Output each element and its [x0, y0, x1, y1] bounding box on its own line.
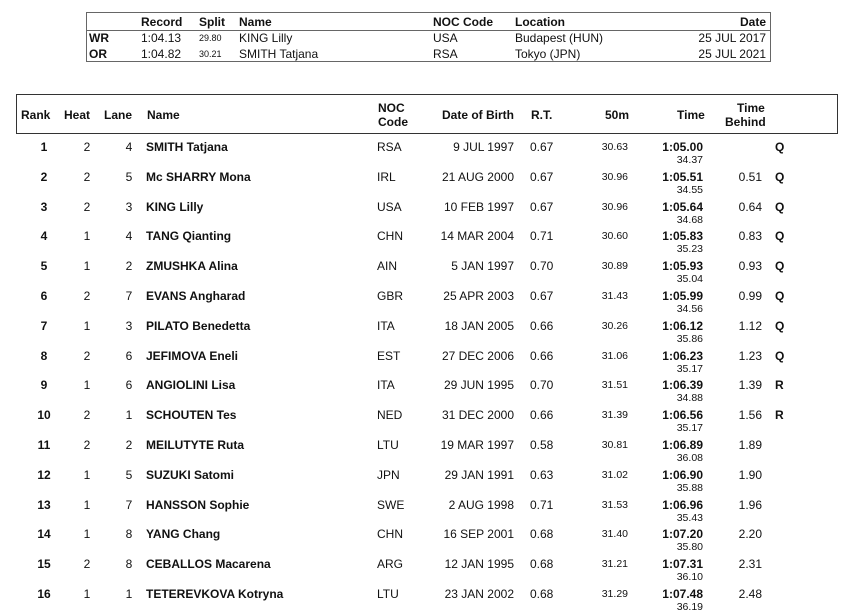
qualification-mark: R: [775, 408, 784, 423]
final-time: 1:06.56: [662, 408, 703, 423]
split-second-50: 36.19: [676, 601, 703, 613]
final-time: 1:06.39: [662, 378, 703, 393]
table-row: [16, 465, 838, 495]
athlete-name: SMITH Tatjana: [146, 140, 228, 154]
heat-cell: 1: [83, 259, 91, 274]
final-time: 1:06.96: [662, 497, 703, 512]
table-row: [16, 495, 838, 525]
time-behind: 2.31: [738, 557, 762, 572]
record-split: 30.21: [199, 49, 222, 59]
split-50m: 30.26: [601, 319, 628, 332]
split-second-50: 35.04: [676, 273, 703, 286]
header-noc-line2: Code: [378, 115, 408, 129]
header-rt: R.T.: [531, 108, 553, 122]
noc-code: CHN: [377, 229, 403, 244]
reaction-time: 0.67: [530, 140, 554, 154]
noc-code: SWE: [377, 497, 405, 512]
heat-cell: 1: [83, 318, 91, 333]
split-50m: 30.63: [601, 141, 628, 153]
lane-cell: 1: [125, 587, 133, 601]
reaction-time: 0.67: [530, 169, 554, 184]
lane-cell: 3: [125, 199, 133, 214]
rank-cell: 6: [40, 289, 48, 303]
heat-cell: 2: [83, 289, 91, 303]
record-row-or: [87, 46, 770, 62]
records-header-row: [87, 14, 770, 30]
time-behind: 1.39: [738, 378, 762, 393]
split-50m: 30.96: [601, 170, 628, 183]
date-of-birth: 29 JUN 1995: [443, 378, 514, 393]
table-row: [16, 405, 838, 435]
split-50m: 31.43: [601, 290, 628, 302]
rank-cell: 12: [37, 467, 51, 482]
lane-cell: 2: [125, 259, 133, 274]
record-location: Budapest (HUN): [515, 31, 604, 45]
final-time: 1:06.89: [662, 438, 703, 452]
split-50m: 31.51: [601, 379, 628, 392]
qualification-mark: Q: [775, 259, 785, 274]
noc-code: CHN: [377, 527, 403, 542]
heat-cell: 2: [83, 140, 91, 154]
qualification-mark: Q: [775, 229, 785, 244]
record-location: Tokyo (JPN): [515, 47, 581, 61]
heat-cell: 1: [83, 527, 91, 542]
record-type: WR: [89, 31, 109, 45]
heat-cell: 1: [83, 467, 91, 482]
rank-cell: 10: [37, 408, 51, 423]
table-row: [16, 554, 838, 584]
final-time: 1:05.51: [662, 169, 703, 184]
table-row: [16, 375, 838, 405]
final-time: 1:06.23: [662, 348, 703, 363]
records-header-name: Name: [239, 15, 272, 29]
time-behind: 1.96: [738, 497, 762, 512]
table-row: [16, 435, 838, 465]
final-time: 1:06.12: [662, 318, 703, 333]
noc-code: ITA: [377, 318, 395, 333]
rank-cell: 4: [40, 229, 48, 244]
date-of-birth: 25 APR 2003: [443, 289, 514, 303]
final-time: 1:07.31: [662, 557, 703, 572]
rank-cell: 8: [40, 348, 48, 363]
split-50m: 31.29: [601, 588, 628, 600]
split-second-50: 35.43: [676, 511, 703, 524]
split-second-50: 34.37: [676, 154, 703, 166]
reaction-time: 0.66: [530, 408, 554, 423]
split-50m: 31.02: [601, 468, 628, 481]
qualification-mark: Q: [775, 199, 785, 214]
rank-cell: 9: [40, 378, 48, 393]
athlete-name: TANG Qianting: [146, 229, 232, 244]
split-50m: 31.39: [601, 409, 628, 422]
date-of-birth: 19 MAR 1997: [440, 438, 514, 452]
heat-cell: 2: [83, 438, 91, 452]
rank-cell: 14: [37, 527, 51, 542]
heat-cell: 1: [83, 497, 91, 512]
records-header-location: Location: [515, 15, 565, 29]
noc-code: RSA: [377, 140, 402, 154]
lane-cell: 5: [125, 169, 133, 184]
reaction-time: 0.67: [530, 289, 554, 303]
table-row: [16, 316, 838, 346]
split-50m: 30.81: [601, 439, 628, 451]
time-behind: 1.89: [738, 438, 762, 452]
header-time: Time: [677, 108, 705, 122]
lane-cell: 1: [125, 408, 133, 423]
noc-code: ARG: [377, 557, 404, 572]
split-second-50: 36.08: [676, 452, 703, 464]
time-behind: 1.56: [738, 408, 762, 423]
records-table: [86, 12, 771, 62]
lane-cell: 8: [125, 557, 133, 572]
split-second-50: 35.88: [676, 481, 703, 494]
heat-cell: 1: [83, 378, 91, 393]
record-time: 1:04.82: [141, 47, 182, 61]
records-header-date: Date: [739, 15, 766, 29]
noc-code: LTU: [377, 438, 399, 452]
lane-cell: 3: [125, 318, 133, 333]
final-time: 1:05.00: [662, 140, 703, 154]
time-behind: 1.23: [738, 348, 762, 363]
table-row: [16, 256, 838, 286]
athlete-name: YANG Chang: [146, 527, 221, 542]
athlete-name: PILATO Benedetta: [146, 318, 251, 333]
heat-cell: 1: [83, 229, 91, 244]
rank-cell: 5: [40, 259, 48, 274]
reaction-time: 0.68: [530, 587, 554, 601]
heat-cell: 1: [83, 587, 91, 601]
split-50m: 30.60: [601, 230, 628, 243]
time-behind: 2.20: [738, 527, 762, 542]
header-dob: Date of Birth: [442, 108, 514, 122]
date-of-birth: 12 JAN 1995: [444, 557, 514, 572]
header-50m: 50m: [605, 108, 630, 122]
table-row: [16, 346, 838, 376]
noc-code: GBR: [377, 289, 404, 303]
date-of-birth: 5 JAN 1997: [451, 259, 514, 274]
lane-cell: 7: [125, 289, 133, 303]
reaction-time: 0.66: [530, 348, 554, 363]
lane-cell: 4: [125, 140, 133, 154]
athlete-name: ANGIOLINI Lisa: [146, 378, 236, 393]
date-of-birth: 14 MAR 2004: [440, 229, 514, 244]
date-of-birth: 2 AUG 1998: [448, 497, 514, 512]
final-time: 1:05.93: [662, 259, 703, 274]
noc-code: EST: [377, 348, 401, 363]
time-behind: 1.90: [738, 467, 762, 482]
split-50m: 31.53: [601, 498, 628, 511]
reaction-time: 0.68: [530, 557, 554, 572]
time-behind: 0.99: [738, 289, 762, 303]
rank-cell: 3: [40, 199, 48, 214]
final-time: 1:07.48: [662, 587, 703, 601]
record-date: 25 JUL 2021: [698, 47, 766, 61]
record-noc: USA: [433, 31, 458, 45]
time-behind: 1.12: [738, 318, 762, 333]
qualification-mark: Q: [775, 140, 785, 154]
split-second-50: 35.17: [676, 362, 703, 375]
date-of-birth: 27 DEC 2006: [441, 348, 514, 363]
noc-code: LTU: [377, 587, 399, 601]
athlete-name: MEILUTYTE Ruta: [146, 438, 244, 452]
records-header-record: Record: [141, 15, 183, 29]
lane-cell: 5: [125, 467, 133, 482]
final-time: 1:05.83: [662, 229, 703, 244]
reaction-time: 0.66: [530, 318, 554, 333]
qualification-mark: Q: [775, 318, 785, 333]
lane-cell: 4: [125, 229, 133, 244]
table-row: [16, 524, 838, 554]
date-of-birth: 29 JAN 1991: [444, 467, 514, 482]
table-row: [16, 584, 838, 614]
date-of-birth: 18 JAN 2005: [444, 318, 514, 333]
final-time: 1:06.90: [662, 467, 703, 482]
noc-code: ITA: [377, 378, 395, 393]
qualification-mark: Q: [775, 348, 785, 363]
results-header: [16, 94, 838, 134]
record-split: 29.80: [199, 33, 222, 43]
time-behind: 0.51: [738, 169, 762, 184]
table-row: [16, 286, 838, 316]
reaction-time: 0.67: [530, 199, 554, 214]
header-heat: Heat: [64, 108, 91, 122]
record-type: OR: [89, 47, 107, 61]
athlete-name: HANSSON Sophie: [146, 497, 250, 512]
header-behind-line1: Time: [737, 101, 765, 115]
heat-cell: 2: [83, 169, 91, 184]
athlete-name: JEFIMOVA Eneli: [146, 348, 239, 363]
header-name: Name: [147, 108, 180, 122]
date-of-birth: 9 JUL 1997: [453, 140, 514, 154]
reaction-time: 0.68: [530, 527, 554, 542]
split-second-50: 35.23: [676, 243, 703, 256]
qualification-mark: Q: [775, 169, 785, 184]
header-noc-line1: NOC: [378, 101, 405, 115]
final-time: 1:05.99: [662, 289, 703, 303]
records-header-split: Split: [199, 15, 225, 29]
date-of-birth: 23 JAN 2002: [444, 587, 514, 601]
qualification-mark: R: [775, 378, 784, 393]
rank-cell: 1: [40, 140, 48, 154]
records-header-noc: NOC Code: [433, 15, 493, 29]
athlete-name: Mc SHARRY Mona: [146, 169, 251, 184]
heat-cell: 2: [83, 348, 91, 363]
rank-cell: 11: [37, 438, 51, 452]
rank-cell: 7: [40, 318, 48, 333]
noc-code: JPN: [377, 467, 400, 482]
time-behind: 0.64: [738, 199, 762, 214]
reaction-time: 0.70: [530, 259, 554, 274]
rank-cell: 2: [40, 169, 48, 184]
qualification-mark: Q: [775, 289, 785, 303]
lane-cell: 7: [125, 497, 133, 512]
date-of-birth: 31 DEC 2000: [441, 408, 514, 423]
final-time: 1:07.20: [662, 527, 703, 542]
reaction-time: 0.70: [530, 378, 554, 393]
athlete-name: CEBALLOS Macarena: [146, 557, 271, 572]
rank-cell: 15: [37, 557, 51, 572]
split-50m: 31.21: [601, 558, 628, 571]
noc-code: USA: [377, 199, 402, 214]
table-row: [16, 137, 838, 167]
split-second-50: 36.10: [676, 571, 703, 584]
date-of-birth: 21 AUG 2000: [441, 169, 514, 184]
split-second-50: 34.56: [676, 303, 703, 315]
split-50m: 31.40: [601, 528, 628, 541]
split-second-50: 34.55: [676, 183, 703, 196]
final-time: 1:05.64: [662, 199, 703, 214]
table-row: [16, 197, 838, 227]
rank-cell: 16: [37, 587, 51, 601]
record-holder: SMITH Tatjana: [239, 47, 319, 61]
record-holder: KING Lilly: [239, 31, 293, 45]
rank-cell: 13: [37, 497, 51, 512]
time-behind: 0.93: [738, 259, 762, 274]
date-of-birth: 16 SEP 2001: [443, 527, 514, 542]
header-lane: Lane: [104, 108, 133, 122]
athlete-name: TETEREVKOVA Kotryna: [146, 587, 284, 601]
noc-code: IRL: [377, 169, 396, 184]
heat-cell: 2: [83, 199, 91, 214]
split-second-50: 35.86: [676, 332, 703, 345]
time-behind: 2.48: [738, 587, 762, 601]
lane-cell: 8: [125, 527, 133, 542]
reaction-time: 0.71: [530, 229, 554, 244]
split-50m: 31.06: [601, 349, 628, 362]
table-row: [16, 226, 838, 256]
athlete-name: EVANS Angharad: [146, 289, 246, 303]
time-behind: 0.83: [738, 229, 762, 244]
athlete-name: SUZUKI Satomi: [146, 467, 235, 482]
noc-code: NED: [377, 408, 403, 423]
record-row-wr: [87, 30, 770, 46]
split-second-50: 35.17: [676, 422, 703, 435]
date-of-birth: 10 FEB 1997: [443, 199, 514, 214]
reaction-time: 0.58: [530, 438, 554, 452]
split-second-50: 34.68: [676, 213, 703, 226]
reaction-time: 0.63: [530, 467, 554, 482]
split-50m: 30.96: [601, 200, 628, 213]
athlete-name: KING Lilly: [146, 199, 204, 214]
record-noc: RSA: [433, 47, 458, 61]
header-rank: Rank: [21, 108, 51, 122]
header-behind-line2: Behind: [725, 115, 766, 129]
noc-code: AIN: [377, 259, 398, 274]
reaction-time: 0.71: [530, 497, 554, 512]
split-50m: 30.89: [601, 260, 628, 273]
lane-cell: 2: [125, 438, 133, 452]
heat-cell: 2: [83, 408, 91, 423]
athlete-name: ZMUSHKA Alina: [146, 259, 238, 274]
record-date: 25 JUL 2017: [698, 31, 766, 45]
lane-cell: 6: [125, 378, 133, 393]
record-time: 1:04.13: [141, 31, 182, 45]
table-row: [16, 167, 838, 197]
athlete-name: SCHOUTEN Tes: [146, 408, 237, 423]
heat-cell: 2: [83, 557, 91, 572]
split-second-50: 35.80: [676, 541, 703, 554]
lane-cell: 6: [125, 348, 133, 363]
split-second-50: 34.88: [676, 392, 703, 405]
